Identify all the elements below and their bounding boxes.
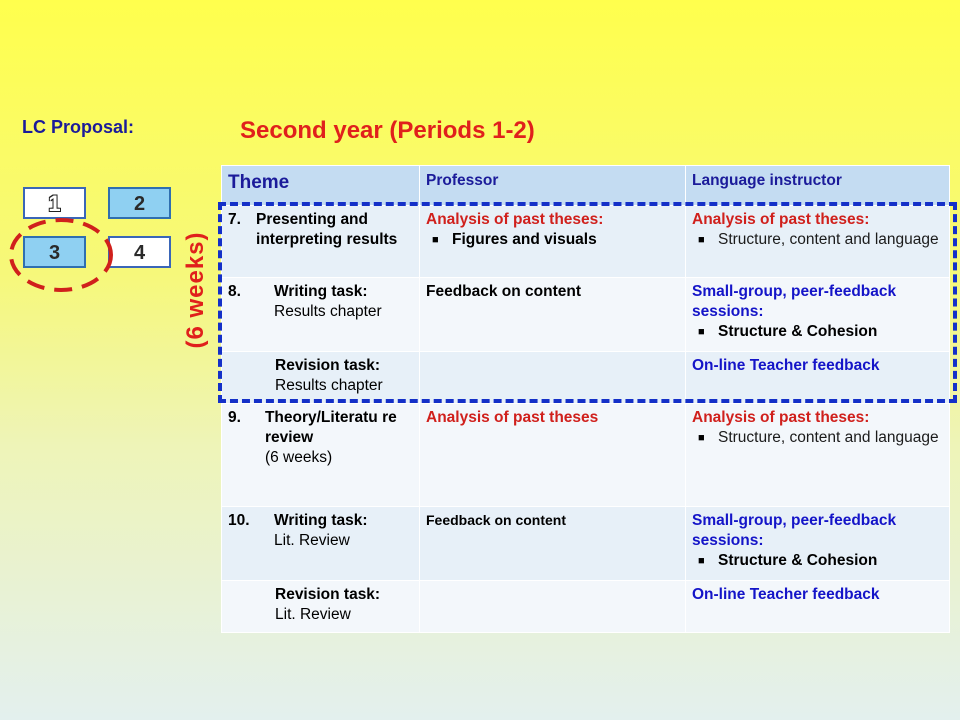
theme-normal-text: Results chapter: [274, 303, 382, 321]
theme-normal-text: (6 weeks): [264, 449, 333, 467]
theme-text: Presenting and interpreting results: [256, 211, 398, 249]
period-box-4: 4: [108, 236, 171, 268]
language-title: Small-group, peer-feedback sessions:: [692, 512, 897, 550]
theme-normal-text: Lit. Review: [274, 532, 350, 550]
period-box-1: 1: [23, 187, 86, 219]
language-text: On-line Teacher feedback: [692, 357, 880, 374]
year-title: Second year (Periods 1-2): [240, 117, 535, 144]
table-row: [222, 404, 950, 507]
theme-bold-text: Revision task:: [275, 357, 381, 374]
professor-bullet: Figures and visuals: [452, 231, 597, 249]
language-title: Small-group, peer-feedback sessions:: [692, 283, 897, 321]
bullet-icon: ■: [432, 234, 439, 247]
theme-cell: [222, 206, 420, 278]
highlight-circle: [0, 200, 130, 310]
language-bullet: Structure, content and language: [718, 231, 939, 249]
row-number: 8.: [228, 283, 241, 300]
table-row: [222, 352, 950, 404]
bullet-icon: ■: [698, 432, 705, 445]
language-title: Analysis of past theses:: [692, 409, 870, 426]
theme-cell: [222, 404, 420, 507]
bullet-icon: ■: [698, 234, 705, 247]
theme-cell: [222, 581, 420, 633]
professor-cell: [420, 507, 686, 581]
table-row: [222, 206, 950, 278]
professor-text: Feedback on content: [426, 283, 582, 300]
language-cell: [686, 206, 950, 278]
row-number: 7.: [228, 211, 241, 228]
theme-cell: [222, 507, 420, 581]
period-box-2: 2: [108, 187, 171, 219]
bullet-icon: ■: [698, 555, 705, 568]
professor-cell: [420, 206, 686, 278]
theme-bold-text: Theory/Literatu re review: [264, 409, 397, 447]
row-number: 9.: [228, 409, 241, 426]
language-cell: [686, 278, 950, 352]
theme-normal-text: Results chapter: [275, 377, 383, 395]
theme-bold-text: Writing task:: [274, 512, 368, 529]
row-number: 10.: [228, 512, 250, 529]
lc-proposal-label: LC Proposal:: [22, 117, 135, 137]
professor-title: Analysis of past theses:: [426, 211, 604, 228]
table-header-row: [222, 166, 950, 206]
language-cell: [686, 352, 950, 404]
language-cell: [686, 404, 950, 507]
professor-text: Analysis of past theses: [426, 409, 599, 426]
professor-cell: [420, 352, 686, 404]
theme-normal-text: Lit. Review: [275, 606, 351, 624]
professor-cell: [420, 581, 686, 633]
table-row: [222, 507, 950, 581]
language-cell: [686, 581, 950, 633]
professor-cell: [420, 404, 686, 507]
language-bullet: Structure, content and language: [718, 429, 939, 447]
theme-bold-text: Revision task:: [275, 586, 381, 603]
theme-bold-text: Writing task:: [274, 283, 368, 300]
header-language-instructor: Language instructor: [686, 166, 950, 206]
bullet-icon: ■: [698, 326, 705, 339]
theme-cell: [222, 278, 420, 352]
header-theme: Theme: [222, 166, 420, 206]
professor-text: Feedback on content: [426, 512, 567, 528]
language-cell: [686, 507, 950, 581]
period-box-3: 3: [23, 236, 86, 268]
language-bullet: Structure & Cohesion: [718, 552, 878, 570]
header-professor: Professor: [420, 166, 686, 206]
table-row: [222, 278, 950, 352]
language-text: On-line Teacher feedback: [692, 586, 880, 603]
language-title: Analysis of past theses:: [692, 211, 870, 228]
theme-cell: [222, 352, 420, 404]
schedule-table: [221, 165, 950, 633]
language-bullet: Structure & Cohesion: [718, 323, 878, 341]
professor-cell: [420, 278, 686, 352]
table-row: [222, 581, 950, 633]
